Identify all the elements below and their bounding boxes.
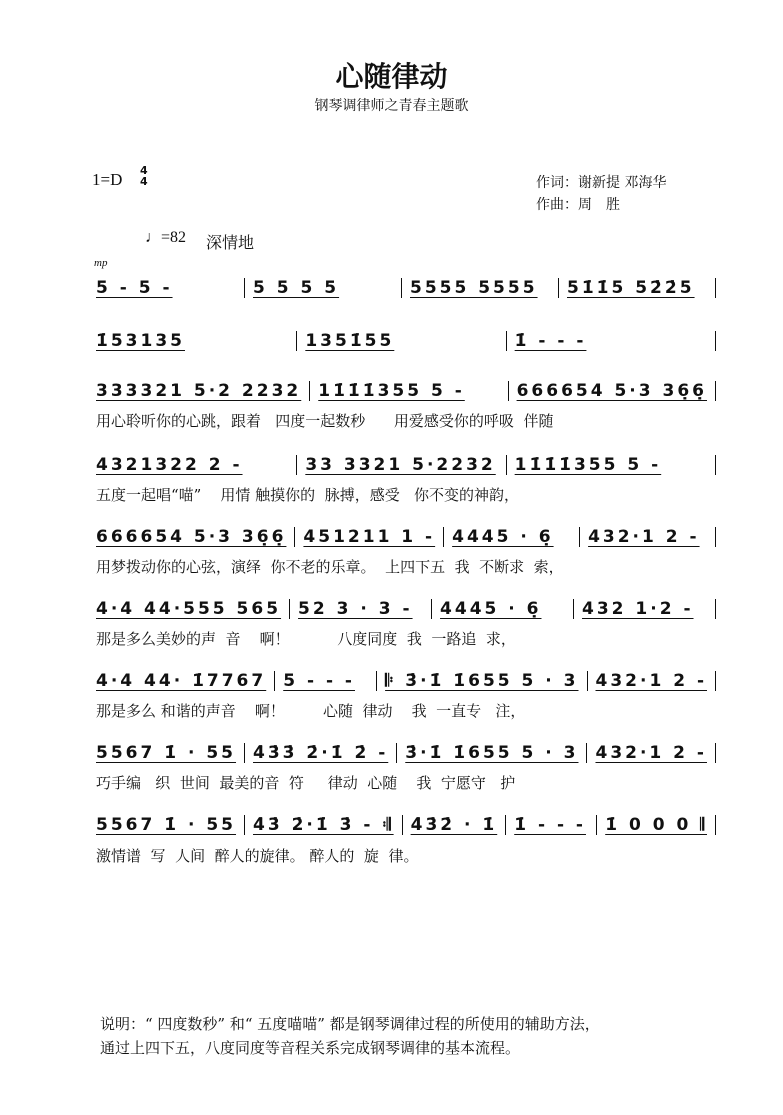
lyrics-line: 用梦拨动你的心弦，演绎 你不老的乐章。 上四下五 我 不断求 索，: [96, 558, 564, 576]
notation-line: [96, 668, 716, 694]
measure: 666654 5·3 36̣6̣: [96, 527, 295, 547]
measure: 1̇53135: [96, 331, 297, 351]
measure: 5 - 5 -: [96, 278, 245, 298]
measure: 4·4 44· 1̇7767: [96, 671, 275, 691]
lyrics-line: 激情谱 写 人间 醉人的旋律。 醉人的 旋 律。: [96, 847, 419, 865]
measure: 33 3321 5·2232: [297, 455, 506, 475]
footnote-line: 通过上四下五，八度同度等音程关系完成钢琴调律的基本流程。: [100, 1039, 521, 1057]
lyrics-line: 那是多么美妙的声 音 啊！ 八度同度 我 一路追 求，: [96, 630, 516, 648]
measure: 666654 5·3 36̣6̣: [509, 381, 716, 401]
measure: 5 - - -: [275, 671, 377, 691]
measure: 5567 1̇ · 55: [96, 743, 245, 763]
notation-line: [96, 740, 716, 766]
measure: 432·1 2 -: [580, 527, 716, 547]
time-signature: [140, 165, 148, 187]
credits: [536, 172, 666, 216]
measure: 11̇1̇1̇355 5 -: [507, 455, 716, 475]
measure: 4321322 2 -: [96, 455, 297, 475]
measure: 1̇ - - -: [507, 331, 716, 351]
measure: 4·4 44·555 565: [96, 599, 290, 619]
composer: 作曲：周 胜: [536, 197, 620, 213]
measure: 4445 · 6̣: [432, 599, 574, 619]
dynamic-marking: mp: [94, 257, 108, 269]
measure: 3̇·1̇ 1̇655 5 · 3: [397, 743, 587, 763]
measure: 1̇ - - -: [506, 815, 597, 835]
lyrics-line: 那是多么 和谐的声音 啊！ 心随 律动 我 一直专 注，: [96, 702, 526, 720]
song-subtitle: 钢琴调律师之青春主题歌: [314, 98, 469, 114]
notation-line: [96, 596, 716, 622]
notation-line: [96, 378, 716, 404]
notation-line: [96, 812, 716, 838]
measure: 5 5 5 5: [245, 278, 402, 298]
measure: 5555 5555: [402, 278, 559, 298]
measure: 𝄆 3̇·1̇ 1̇655 5 · 3: [377, 671, 587, 691]
measure: 5567 1̇ · 55: [96, 815, 245, 835]
footnote: [100, 1012, 600, 1060]
measure: 1̇ 0 0 0 𝄂: [597, 815, 716, 835]
song-title: 心随律动: [335, 60, 448, 93]
measure: 4̇3̇ 2̇·1̇ 3̇ - 𝄇: [245, 815, 403, 835]
measure: 4445 · 6̣: [444, 527, 580, 547]
measure: 432 1·2 -: [574, 599, 716, 619]
measure: 11̇1̇1̇355 5 -: [310, 381, 508, 401]
lyrics-line: 用心聆听你的心跳，跟着 四度一起数秒 用爱感受你的呼吸 伴随: [96, 412, 554, 430]
measure: 52 3 · 3 -: [290, 599, 432, 619]
tempo-marking: ♩=82: [145, 229, 187, 246]
time-bottom: 4: [140, 175, 148, 188]
measure: 4̇3̇2̇ · 1̇: [403, 815, 507, 835]
measure: 4̇3̇3̇ 2̇·1̇ 2̇ -: [245, 743, 397, 763]
lyrics-line: 巧手编 织 世间 最美的音 符 律动 心随 我 宁愿守 护: [96, 774, 516, 792]
measure: 432·1 2 -: [587, 743, 716, 763]
time-top: 4: [140, 164, 148, 177]
notation-line: [96, 452, 716, 478]
lyricist: 作词：谢新提 邓海华: [536, 175, 667, 191]
key-signature: 1=D: [92, 170, 123, 189]
measure: 451211 1 -: [295, 527, 444, 547]
notation-line: [96, 275, 716, 301]
expression-marking: 深情地: [206, 233, 255, 252]
footnote-line: 说明：“ 四度数秒” 和“ 五度喵喵” 都是钢琴调律过程的所使用的辅助方法，: [100, 1015, 600, 1033]
measure: 1351̇55: [297, 331, 506, 351]
notation-line: [96, 328, 716, 354]
measure: 333321 5·2 2232: [96, 381, 310, 401]
measure: 51̇1̇5 52̇2̇5: [559, 278, 716, 298]
notation-line: [96, 524, 716, 550]
measure: 432·1 2 -: [588, 671, 717, 691]
lyrics-line: 五度一起唱“喵” 用情 触摸你的 脉搏，感受 你不变的神韵，: [96, 486, 520, 504]
